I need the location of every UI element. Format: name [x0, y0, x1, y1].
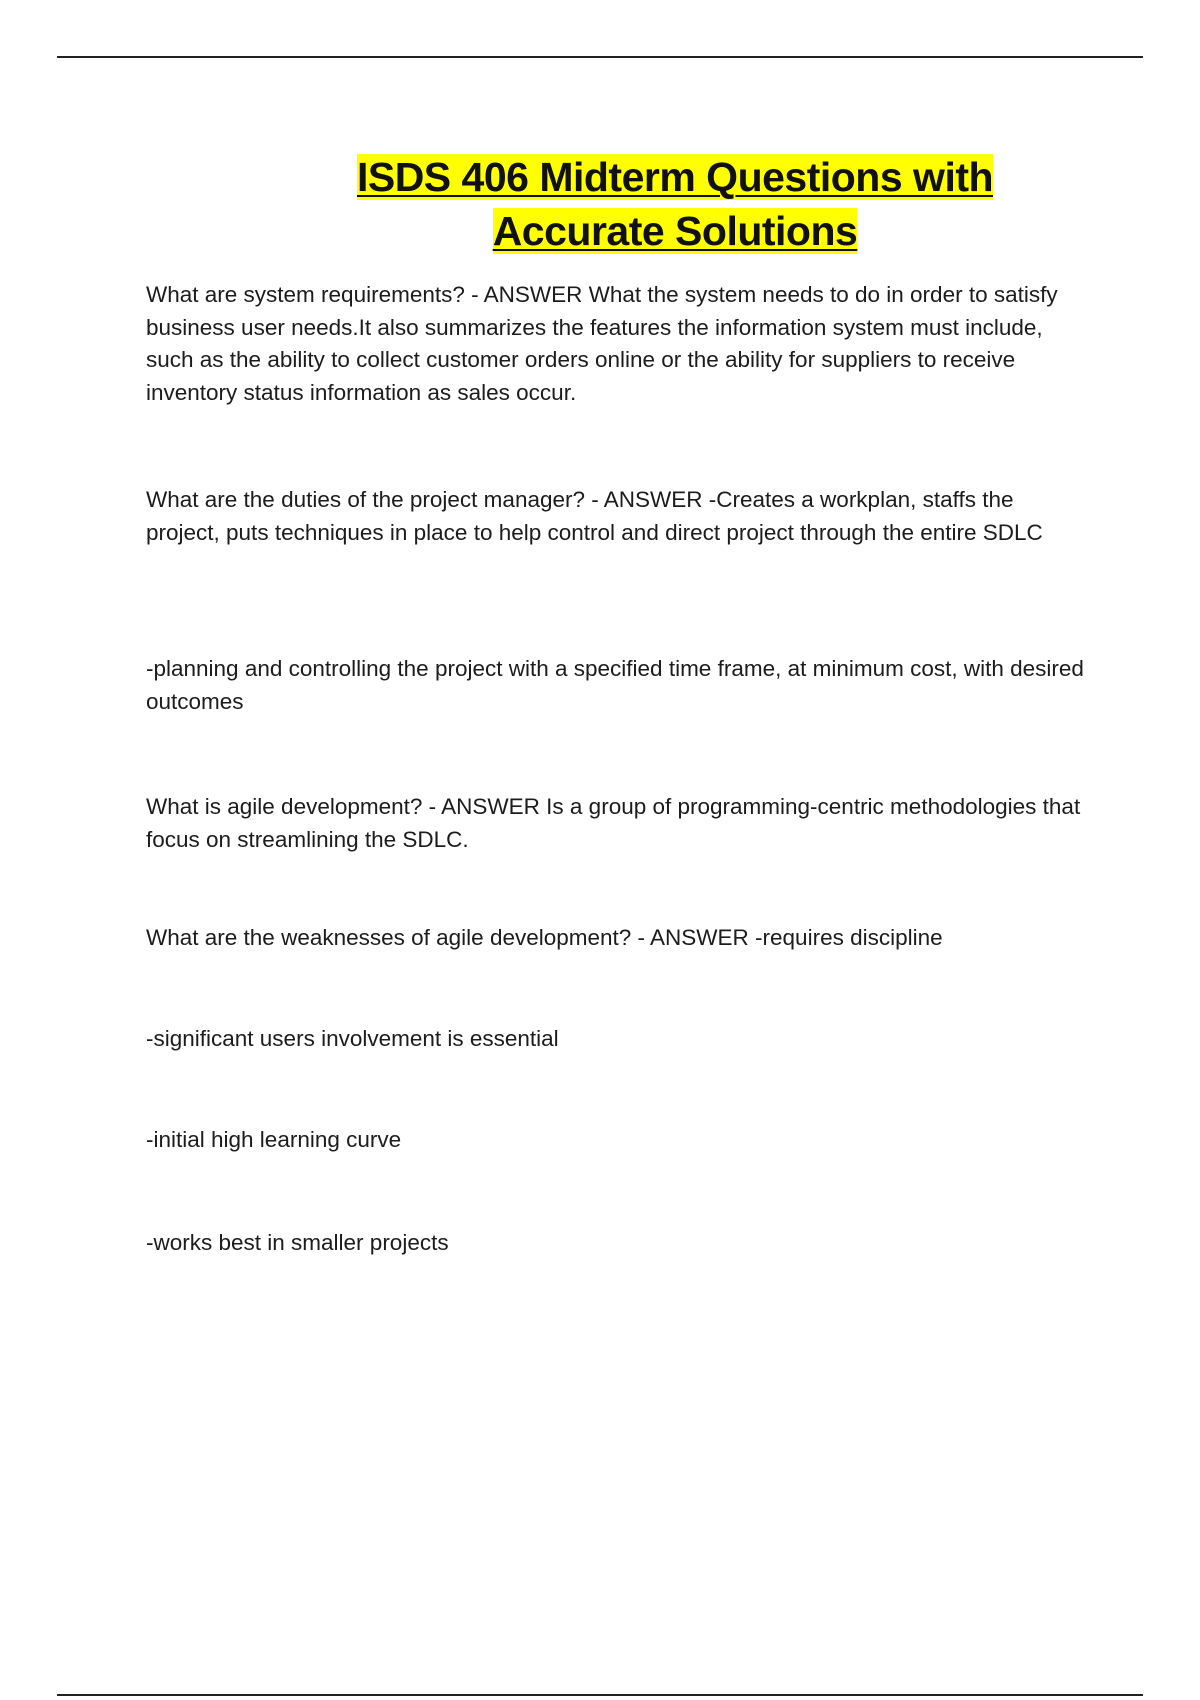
paragraph-agile-development: What is agile development? - ANSWER Is a group of programming-centric methodologies that focus on streamlining the SDLC. [146, 794, 1081, 852]
paragraph-agile-weaknesses: What are the weaknesses of agile development? - ANSWER -requires discipline [146, 925, 943, 950]
paragraph-planning-controlling: -planning and controlling the project with a specified time frame, at minimum cost, with desired outcomes [146, 656, 1084, 714]
top-rule [57, 56, 1143, 58]
list-item-smaller-projects: -works best in smaller projects [146, 1230, 449, 1255]
list-item-learning-curve: -initial high learning curve [146, 1127, 402, 1152]
paragraph-system-requirements: What are system requirements? - ANSWER What the system needs to do in order to satisfy business user needs.It also summarizes the features the information system must include, such as the ability to collect customer orders online or the ability for suppliers to receive inventory status information as sales occur. [146, 282, 1058, 405]
bottom-rule [57, 1694, 1143, 1696]
list-item-user-involvement: -significant users involvement is essential [146, 1026, 559, 1051]
paragraph-project-manager-duties: What are the duties of the project manager? - ANSWER -Creates a workplan, staffs the project, puts techniques in place to help control and direct project through the entire SDLC [146, 487, 1043, 545]
document-title [340, 150, 1010, 258]
title-line-2: Accurate Solutions [492, 208, 858, 254]
title-line-1: ISDS 406 Midterm Questions with [356, 154, 994, 200]
